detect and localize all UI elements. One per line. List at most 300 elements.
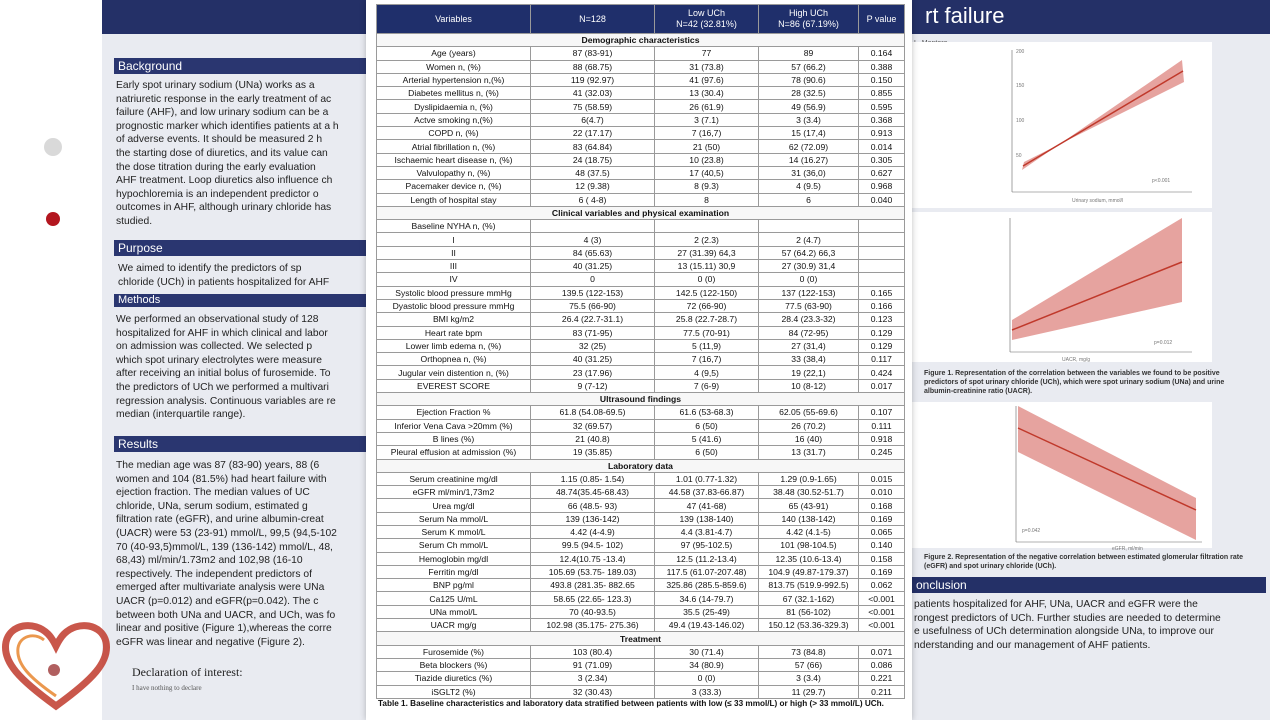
cell-variable: Valvulopathy n, (%) (377, 166, 531, 179)
cell-total: 87 (83-91) (531, 47, 655, 60)
cell-p-value: 0.129 (859, 339, 905, 352)
table-row (377, 286, 905, 299)
table-header-row (377, 5, 905, 34)
figure-1a-panel (912, 42, 1212, 208)
cell-p-value: 0.424 (859, 366, 905, 379)
table-caption: Table 1. Baseline characteristics and laboratory data stratified between patients with low (≤ 33 mmol/L) or high (> 33 mmol/L) UCh. (378, 699, 884, 708)
cell-low-uch: 6 (50) (655, 419, 759, 432)
text-line: hypochloremia is an independent predictor o (116, 188, 319, 200)
cell-low-uch: 41 (97.6) (655, 73, 759, 86)
table-row (377, 233, 905, 246)
section-results-text (116, 459, 368, 649)
cell-low-uch: 34 (80.9) (655, 658, 759, 671)
cell-low-uch: 3 (7.1) (655, 113, 759, 126)
cell-low-uch: 325.86 (285.5-859.6) (655, 579, 759, 592)
cell-variable: eGFR ml/min/1,73m2 (377, 486, 531, 499)
cell-p-value: 0.968 (859, 180, 905, 193)
svg-text:100: 100 (1016, 118, 1025, 124)
cell-high-uch: 3 (3.4) (759, 672, 859, 685)
cell-total: 4.42 (4-4.9) (531, 525, 655, 538)
cell-low-uch: 8 (9.3) (655, 180, 759, 193)
cell-high-uch: 65 (43-91) (759, 499, 859, 512)
cell-low-uch: 31 (73.8) (655, 60, 759, 73)
cell-total: 66 (48.5- 93) (531, 499, 655, 512)
cell-p-value: 0.164 (859, 47, 905, 60)
declaration (132, 665, 243, 692)
cell-total: 105.69 (53.75- 189.03) (531, 565, 655, 578)
cell-high-uch: 57 (66.2) (759, 60, 859, 73)
cell-p-value: 0.140 (859, 539, 905, 552)
cell-p-value: 0.071 (859, 645, 905, 658)
cell-high-uch: 10 (8-12) (759, 379, 859, 392)
cell-p-value: 0.169 (859, 565, 905, 578)
cell-high-uch: 67 (32.1-162) (759, 592, 859, 605)
cell-variable: Pacemaker device n, (%) (377, 180, 531, 193)
text-line: the predictors of UCh we performed a multivari (116, 381, 329, 393)
cell-variable: Age (years) (377, 47, 531, 60)
cell-variable: IV (377, 273, 531, 286)
header-high-uch: High UCh N=86 (67.19%) (759, 5, 859, 34)
cell-p-value: 0.123 (859, 313, 905, 326)
cell-low-uch: 17 (40,5) (655, 166, 759, 179)
cell-p-value: 0.595 (859, 100, 905, 113)
cell-high-uch: 62.05 (55-69.6) (759, 406, 859, 419)
table-row (377, 406, 905, 419)
cell-variable: Ca125 U/mL (377, 592, 531, 605)
cell-low-uch: 77 (655, 47, 759, 60)
cell-variable: BNP pg/ml (377, 579, 531, 592)
cell-low-uch: 7 (16,7) (655, 353, 759, 366)
decor-dot (44, 138, 62, 156)
cell-low-uch: 139 (138-140) (655, 512, 759, 525)
cell-low-uch: 10 (23.8) (655, 153, 759, 166)
text-line: We aimed to identify the predictors of sp (118, 263, 302, 274)
cell-p-value (859, 233, 905, 246)
cell-variable: iSGLT2 (%) (377, 685, 531, 698)
cell-p-value: 0.065 (859, 525, 905, 538)
table-row (377, 127, 905, 140)
cell-low-uch: 7 (6-9) (655, 379, 759, 392)
svg-text:150: 150 (1016, 83, 1025, 89)
cell-p-value: 0.913 (859, 127, 905, 140)
cell-variable: Orthopnea n, (%) (377, 353, 531, 366)
table-section-row (377, 34, 905, 47)
cell-total: 84 (65.63) (531, 246, 655, 259)
table-row (377, 525, 905, 538)
cell-low-uch: 117.5 (61.07-207.48) (655, 565, 759, 578)
text-line: chloride (UCh) in patients hospitalized for AHF (118, 276, 330, 288)
cell-high-uch: 140 (138-142) (759, 512, 859, 525)
cell-high-uch: 38.48 (30.52-51.7) (759, 486, 859, 499)
cell-high-uch: 4 (9.5) (759, 180, 859, 193)
cell-low-uch: 8 (655, 193, 759, 206)
cell-total: 24 (18.75) (531, 153, 655, 166)
cell-high-uch: 28 (32.5) (759, 87, 859, 100)
text-line: filtration rate (eGFR), and urine albumin-creat (116, 514, 324, 526)
cell-high-uch: 1.29 (0.9-1.65) (759, 472, 859, 485)
cell-high-uch: 19 (22,1) (759, 366, 859, 379)
cell-high-uch: 26 (70.2) (759, 419, 859, 432)
cell-variable: Ejection Fraction % (377, 406, 531, 419)
cell-p-value: 0.169 (859, 512, 905, 525)
cell-high-uch: 49 (56.9) (759, 100, 859, 113)
cell-variable: Serum Na mmol/L (377, 512, 531, 525)
cell-low-uch: 26 (61.9) (655, 100, 759, 113)
cell-variable: Heart rate bpm (377, 326, 531, 339)
cell-p-value: 0.086 (859, 658, 905, 671)
cell-low-uch: 7 (16,7) (655, 127, 759, 140)
text-line: linear and positive (Figure 1),whereas the corre (116, 623, 332, 635)
cell-total: 139.5 (122-153) (531, 286, 655, 299)
table-row (377, 87, 905, 100)
text-line: outcomes in AHF, although urinary chloride has (116, 202, 332, 214)
cell-high-uch: 57 (64.2) 66,3 (759, 246, 859, 259)
cell-p-value: 0.129 (859, 326, 905, 339)
svg-text:eGFR, ml/min: eGFR, ml/min (1112, 546, 1143, 552)
cell-high-uch: 28.4 (23.3-32) (759, 313, 859, 326)
cell-total: 12.4(10.75 -13.4) (531, 552, 655, 565)
cell-variable: Diabetes mellitus n, (%) (377, 87, 531, 100)
text-line: rongest predictors of UCh. Further studies are needed to determine (914, 612, 1221, 624)
text-line: which spot urinary electrolytes were measure (116, 354, 323, 366)
cell-p-value: <0.001 (859, 592, 905, 605)
cell-p-value: <0.001 (859, 605, 905, 618)
text-line: failure (AHF), and low urinary sodium can be a (116, 107, 329, 119)
cell-high-uch: 31 (36,0) (759, 166, 859, 179)
cell-low-uch: 0 (0) (655, 672, 759, 685)
text-line: women and 104 (81.5%) had heart failure with (116, 473, 327, 485)
cell-high-uch: 4.42 (4.1-5) (759, 525, 859, 538)
table-row (377, 446, 905, 459)
table-body (377, 34, 905, 699)
text-line: natriuretic response in the early treatment of ac (116, 93, 332, 105)
cell-total: 139 (136-142) (531, 512, 655, 525)
baseline-table (376, 4, 905, 699)
cell-low-uch: 4.4 (3.81-4.7) (655, 525, 759, 538)
text-line: nderstanding and our management of AHF patients. (914, 639, 1151, 651)
cell-total: 70 (40-93.5) (531, 605, 655, 618)
cell-low-uch: 25.8 (22.7-28.7) (655, 313, 759, 326)
section-methods-heading: Methods (114, 294, 368, 307)
table-section-row (377, 393, 905, 406)
svg-text:UACR, mg/g: UACR, mg/g (1062, 357, 1091, 363)
table-row (377, 658, 905, 671)
cell-total: 6 ( 4-8) (531, 193, 655, 206)
table-row (377, 153, 905, 166)
cell-total: 9 (7-12) (531, 379, 655, 392)
table-row (377, 326, 905, 339)
cell-p-value: 0.117 (859, 353, 905, 366)
cell-low-uch: 3 (33.3) (655, 685, 759, 698)
cell-p-value: 0.165 (859, 286, 905, 299)
scatter-plot-uacr (912, 212, 1212, 362)
cell-p-value: 0.150 (859, 73, 905, 86)
cell-total: 12 (9.38) (531, 180, 655, 193)
cell-variable: III (377, 260, 531, 273)
cell-low-uch: 5 (11,9) (655, 339, 759, 352)
header-n: N=128 (531, 5, 655, 34)
cell-low-uch: 61.6 (53-68.3) (655, 406, 759, 419)
cell-high-uch: 137 (122-153) (759, 286, 859, 299)
table-row (377, 260, 905, 273)
section-conclusion-heading: onclusion (912, 577, 1266, 593)
cell-p-value (859, 273, 905, 286)
section-background-text (116, 79, 368, 229)
cell-p-value: 0.158 (859, 552, 905, 565)
table-row (377, 592, 905, 605)
text-line: We performed an observational study of 128 (116, 314, 319, 325)
cell-p-value: 0.014 (859, 140, 905, 153)
cell-variable: Dyastolic blood pressure mmHg (377, 299, 531, 312)
cell-total: 83 (64.84) (531, 140, 655, 153)
cell-total: 22 (17.17) (531, 127, 655, 140)
cell-variable: Atrial fibrillation n, (%) (377, 140, 531, 153)
table-row (377, 299, 905, 312)
cell-total: 41 (32.03) (531, 87, 655, 100)
section-purpose-text (118, 262, 368, 289)
cell-high-uch: 73 (84.8) (759, 645, 859, 658)
table-row (377, 313, 905, 326)
cell-p-value: 0.305 (859, 153, 905, 166)
cell-variable: BMI kg/m2 (377, 313, 531, 326)
cell-high-uch: 15 (17,4) (759, 127, 859, 140)
text-line: studied. (116, 215, 153, 227)
table-row (377, 499, 905, 512)
text-line: AHF treatment. Loop diuretics also influence ch (116, 175, 333, 187)
cell-p-value: 0.855 (859, 87, 905, 100)
cell-variable: Serum K mmol/L (377, 525, 531, 538)
cell-variable: Inferior Vena Cava >20mm (%) (377, 419, 531, 432)
table-row (377, 180, 905, 193)
cell-high-uch: 27 (31,4) (759, 339, 859, 352)
text-line: the starting dose of diuretics, and its value can (116, 147, 328, 159)
cell-p-value (859, 246, 905, 259)
cell-low-uch: 27 (31.39) 64,3 (655, 246, 759, 259)
cell-total: 493.8 (281.35- 882.65 (531, 579, 655, 592)
svg-text:200: 200 (1016, 49, 1025, 55)
cell-p-value: 0.015 (859, 472, 905, 485)
cell-high-uch: 3 (3.4) (759, 113, 859, 126)
table-row (377, 552, 905, 565)
table-row (377, 486, 905, 499)
svg-text:p=0.012: p=0.012 (1154, 340, 1173, 346)
cell-variable: EVEREST SCORE (377, 379, 531, 392)
declaration-text: I have nothing to declare (132, 684, 202, 692)
cell-low-uch: 142.5 (122-150) (655, 286, 759, 299)
text-line: 70 (40-93,5)mmol/L, 139 (136-142) mmol/L, 48, (116, 541, 333, 553)
cell-variable: Beta blockers (%) (377, 658, 531, 671)
text-line: prognostic marker which identifies patients at a h (116, 120, 339, 132)
cell-p-value: <0.001 (859, 619, 905, 632)
text-line: The median age was 87 (83-90) years, 88 (6 (116, 460, 320, 471)
declaration-heading: Declaration of interest: (132, 665, 243, 679)
table-row (377, 100, 905, 113)
cell-low-uch (655, 220, 759, 233)
cell-low-uch: 0 (0) (655, 273, 759, 286)
table-row (377, 113, 905, 126)
cell-p-value: 0.168 (859, 499, 905, 512)
text-line: 68,43) ml/min/1.73m2 and 102,98 (16-10 (116, 555, 303, 567)
table-row (377, 353, 905, 366)
cell-low-uch: 34.6 (14-79.7) (655, 592, 759, 605)
cell-variable: Lower limb edema n, (%) (377, 339, 531, 352)
cell-low-uch: 12.5 (11.2-13.4) (655, 552, 759, 565)
cell-p-value: 0.062 (859, 579, 905, 592)
table-row (377, 60, 905, 73)
cell-variable: Baseline NYHA n, (%) (377, 220, 531, 233)
cell-variable: UACR mg/g (377, 619, 531, 632)
table-row (377, 379, 905, 392)
figure-2-caption: Figure 2. Representation of the negative correlation between estimated glomerular filtration rate (eGFR) and spot urinary chloride (UCh). (924, 554, 1243, 570)
table-section-row (377, 459, 905, 472)
cell-total: 40 (31.25) (531, 353, 655, 366)
cell-total: 32 (25) (531, 339, 655, 352)
cell-high-uch: 78 (90.6) (759, 73, 859, 86)
cell-high-uch: 6 (759, 193, 859, 206)
table-row (377, 432, 905, 445)
cell-total: 119 (92.97) (531, 73, 655, 86)
scatter-plot-una (912, 42, 1212, 208)
cell-total: 91 (71.09) (531, 658, 655, 671)
cell-low-uch: 5 (41.6) (655, 432, 759, 445)
cell-variable: I (377, 233, 531, 246)
cell-p-value: 0.040 (859, 193, 905, 206)
svg-text:p=0.042: p=0.042 (1022, 528, 1041, 534)
cell-high-uch: 0 (0) (759, 273, 859, 286)
cell-total: 48.74(35.45-68.43) (531, 486, 655, 499)
cell-high-uch: 77.5 (63-90) (759, 299, 859, 312)
cell-low-uch: 47 (41-68) (655, 499, 759, 512)
header-variables: Variables (377, 5, 531, 34)
svg-text:50: 50 (1016, 153, 1022, 159)
scatter-plot-egfr (912, 402, 1212, 552)
cell-total: 99.5 (94.5- 102) (531, 539, 655, 552)
cell-total: 103 (80.4) (531, 645, 655, 658)
text-line: chloride, UNa, serum sodium, estimated g (116, 500, 308, 512)
text-line: (UACR) were 53 (23-91) mmol/L, 99,5 (94,5-102 (116, 527, 337, 539)
table-row (377, 619, 905, 632)
cell-high-uch: 101 (98-104.5) (759, 539, 859, 552)
cell-high-uch (759, 220, 859, 233)
table-row (377, 273, 905, 286)
cell-low-uch: 6 (50) (655, 446, 759, 459)
text-line: after receiving an initial bolus of furosemide. To (116, 368, 331, 380)
cell-total: 83 (71-95) (531, 326, 655, 339)
table-row (377, 140, 905, 153)
cell-variable: Dyslipidaemia n, (%) (377, 100, 531, 113)
cell-variable: Women n, (%) (377, 60, 531, 73)
cell-variable: Urea mg/dl (377, 499, 531, 512)
svg-text:p<0.001: p<0.001 (1152, 178, 1171, 184)
cell-low-uch: 77.5 (70-91) (655, 326, 759, 339)
cell-variable: Ferritin mg/dl (377, 565, 531, 578)
table-row (377, 472, 905, 485)
text-line: UACR (p=0.012) and eGFR(p=0.042). The c (116, 595, 319, 607)
cell-p-value: 0.107 (859, 406, 905, 419)
cell-high-uch: 813.75 (519.9-992.5) (759, 579, 859, 592)
cell-variable: B lines (%) (377, 432, 531, 445)
text-line: median (interquartile range). (116, 409, 246, 421)
cell-p-value: 0.211 (859, 685, 905, 698)
table-row (377, 605, 905, 618)
cell-variable: Jugular vein distention n, (%) (377, 366, 531, 379)
figure-1b-panel (912, 212, 1212, 362)
cell-variable: COPD n, (%) (377, 127, 531, 140)
cell-variable: Pleural effusion at admission (%) (377, 446, 531, 459)
cell-high-uch: 27 (30.9) 31,4 (759, 260, 859, 273)
cell-p-value: 0.166 (859, 299, 905, 312)
cell-high-uch: 57 (66) (759, 658, 859, 671)
cell-total: 48 (37.5) (531, 166, 655, 179)
cell-total: 6(4.7) (531, 113, 655, 126)
cell-total: 58.65 (22.65- 123.3) (531, 592, 655, 605)
text-line: respectively. The independent predictors of (116, 568, 312, 580)
cell-variable: Actve smoking n,(%) (377, 113, 531, 126)
table-row (377, 166, 905, 179)
cell-low-uch: 4 (9,5) (655, 366, 759, 379)
cell-total: 75 (58.59) (531, 100, 655, 113)
text-line: of adverse events. It should be measured 2 h (116, 134, 323, 146)
cell-p-value: 0.388 (859, 60, 905, 73)
cell-total: 4 (3) (531, 233, 655, 246)
text-line: Early spot urinary sodium (UNa) works as a (116, 80, 315, 91)
cell-low-uch: 2 (2.3) (655, 233, 759, 246)
cell-low-uch: 97 (95-102.5) (655, 539, 759, 552)
cell-high-uch: 13 (31.7) (759, 446, 859, 459)
text-line: on admission was collected. We selected p (116, 341, 313, 353)
text-line: the dose titration during the early evaluation (116, 161, 316, 173)
cell-low-uch: 49.4 (19.43-146.02) (655, 619, 759, 632)
cell-total: 88 (68.75) (531, 60, 655, 73)
cell-high-uch: 84 (72-95) (759, 326, 859, 339)
text-line: hospitalized for AHF in which clinical and labor (116, 327, 328, 339)
text-line: eGFR was linear and negative (Figure 2). (116, 636, 305, 648)
cell-low-uch: 72 (66-90) (655, 299, 759, 312)
table-row (377, 539, 905, 552)
table-row (377, 246, 905, 259)
cell-low-uch: 35.5 (25-49) (655, 605, 759, 618)
cell-high-uch: 150.12 (53.36-329.3) (759, 619, 859, 632)
cell-variable: UNa mmol/L (377, 605, 531, 618)
header-low-uch: Low UCh N=42 (32.81%) (655, 5, 759, 34)
table-row (377, 579, 905, 592)
table-row (377, 220, 905, 233)
table-row (377, 73, 905, 86)
figure-2-panel (912, 402, 1212, 552)
cell-variable: Length of hospital stay (377, 193, 531, 206)
decor-dot-red (46, 212, 60, 226)
cell-total: 3 (2.34) (531, 672, 655, 685)
cell-high-uch: 89 (759, 47, 859, 60)
cell-high-uch: 12.35 (10.6-13.4) (759, 552, 859, 565)
cell-variable: Ischaemic heart disease n, (%) (377, 153, 531, 166)
cell-p-value: 0.010 (859, 486, 905, 499)
cell-p-value: 0.017 (859, 379, 905, 392)
cell-total: 32 (69.57) (531, 419, 655, 432)
cell-total (531, 220, 655, 233)
cell-variable: Hemoglobin mg/dl (377, 552, 531, 565)
svg-text:Urinary sodium, mmol/l: Urinary sodium, mmol/l (1072, 198, 1124, 204)
cell-variable: Furosemide (%) (377, 645, 531, 658)
table-row (377, 672, 905, 685)
cell-total: 23 (17.96) (531, 366, 655, 379)
text-line: regression analysis. Continuous variables are re (116, 395, 336, 407)
cell-total: 0 (531, 273, 655, 286)
heart-logo (0, 618, 112, 714)
cell-p-value: 0.918 (859, 432, 905, 445)
text-line: e usefulness of UCh determination alongside UNa, to improve our (914, 626, 1214, 638)
table-row (377, 512, 905, 525)
